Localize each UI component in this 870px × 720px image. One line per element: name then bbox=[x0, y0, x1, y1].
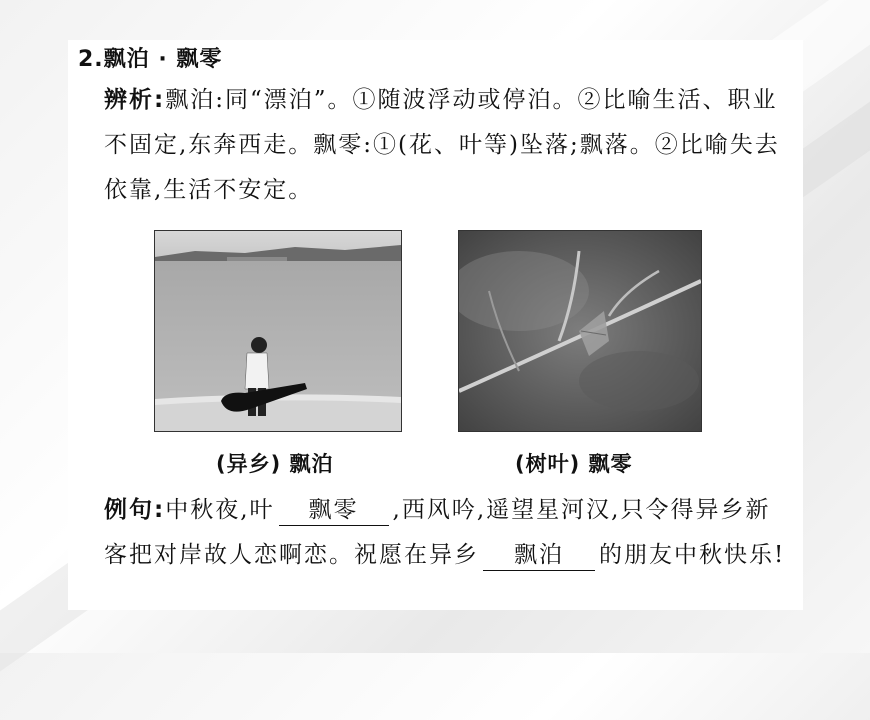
slide-content bbox=[68, 40, 803, 610]
answer-blank: 飘零 bbox=[279, 495, 389, 526]
example-text: 中秋夜,叶 bbox=[165, 497, 275, 523]
example-paragraph bbox=[104, 488, 794, 578]
example-text: 的朋友中秋快乐! bbox=[599, 542, 786, 568]
section-heading: 2.飘泊 · 飘零 bbox=[78, 47, 223, 72]
photo-lake-guitarist bbox=[154, 230, 402, 432]
example-text: ,西风吟,遥望星河汉,只令得异乡新客把对岸故人恋啊恋。祝愿在异乡 bbox=[104, 497, 771, 568]
analysis-paragraph bbox=[104, 78, 794, 213]
analysis-label: 辨析: bbox=[104, 87, 166, 113]
photo-withered-leaf bbox=[458, 230, 702, 432]
example-label: 例句: bbox=[104, 497, 166, 523]
analysis-text: 飘泊:同“漂泊”。①随波浮动或停泊。②比喻生活、职业不固定,东奔西走。飘零:①(花、叶等)坠落;飘落。②比喻失去依靠,生活不安定。 bbox=[104, 87, 780, 203]
figure-caption: (树叶) 飘零 bbox=[515, 452, 633, 476]
answer-blank: 飘泊 bbox=[483, 540, 595, 571]
figure-caption: (异乡) 飘泊 bbox=[216, 452, 334, 476]
